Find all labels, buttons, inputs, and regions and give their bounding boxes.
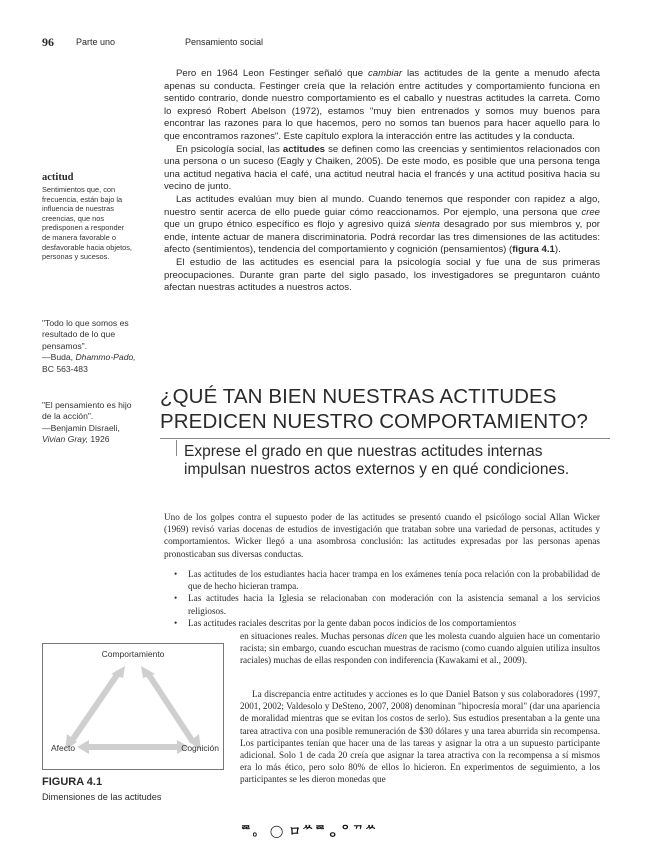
- chapter-label: Pensamiento social: [185, 37, 264, 47]
- glossary-definition: Sentimientos que, con frecuencia, están bajo la influencia de nuestras creencias, que nos predisponen a responder de manera favorable o desfavorable hacia objetos, personas y sucesos.: [42, 185, 132, 262]
- attitude-triangle-diagram: [43, 644, 223, 769]
- intro-paragraph-4: El estudio de las actitudes es esencial para la psicología social y fue una de sus primeras preocupaciones. Durante gran parte del siglo pasado, los investigadores se preguntaron cuánto afectan nuestras actitudes a nuestros actos.: [164, 256, 600, 294]
- list-item: • Las actitudes de los estudiantes hacia hacer trampa en los exámenes tenía poca relación con la probabilidad de que de hecho hicieran trampa.: [174, 569, 600, 592]
- list-item: • Las actitudes hacia la Iglesia se relacionaban con moderación con la asistencia semanal a los servicios religiosos.: [174, 593, 600, 616]
- intro-paragraph-1: Pero en 1964 Leon Festinger señaló que cambiar las actitudes de la gente a menudo afecta apenas su conducta. Festinger creía que la relación entre actitudes y comportamiento funciona en sentido contrario, donde nuestro comportamiento es el caballo y nuestras actitudes la carreta. Como lo expresó Robert Abelson (1972), estamos "muy bien entrenados y somos muy buenos para encontrar las razones para lo que hacemos, pero no somos tan buenos para hacer aquello para lo que encontramos razones". Este capítulo explora la interacción entre las actitudes y la conducta.: [164, 68, 600, 142]
- quote-attribution: —Buda, Dhammo-Pado, BC 563-483: [42, 352, 136, 374]
- label-affect: Afecto: [51, 743, 76, 753]
- arrowhead-icon: [77, 740, 89, 754]
- section-paragraph-1: Uno de los golpes contra el supuesto poder de las actitudes se presentó cuando el psicólogo social Allan Wicker (1969) revisó varias docenas de estudios de investigación que trataban sobre una variedad de personas, actitudes y comportamientos. Wicker llegó a una asombrosa conclusión: las actitudes expresadas por las personas apenas pronosticaban sus diversas conductas.: [164, 512, 600, 559]
- arrow-left-edge: [71, 672, 119, 742]
- section-heading: ¿QUÉ TAN BIEN NUESTRAS ACTITUDES PREDICEN NUESTRO COMPORTAMIENTO?: [160, 385, 589, 433]
- sidebar-quote-2: [42, 400, 142, 446]
- page-number: 96: [42, 35, 54, 49]
- sidebar-quote-1: [42, 318, 142, 375]
- figure-title: FIGURA 4.1: [42, 776, 103, 788]
- quote-attribution: —Benjamin Disraeli, Vivian Gray, 1926: [42, 422, 120, 445]
- heading-rule: [160, 438, 610, 439]
- bullet-list: [164, 568, 600, 629]
- glossary-term: actitud: [42, 172, 74, 183]
- intro-paragraph-2: En psicología social, las actitudes se definen como las creencias y sentimientos relacionados con una persona o un suceso (Eagly y Chaiken, 2005). De este modo, es posible que una persona tenga una actitud negativa hacia el café, una actitud neutral hacia el francés y una actitud positiva hacia su vecino de junto.: [164, 143, 600, 193]
- footer-garbled-text: ᄙ。 ◯ ロᄊᄙᆼᄋᄁᄊ: [240, 824, 378, 838]
- intro-paragraph-3: Las actitudes evalúan muy bien al mundo. Cuando tenemos que responder con rapidez a algo, nuestro sentir acerca de ello puede guiar cómo reaccionamos. Por ejemplo, una persona que cree que un grupo étnico específico es flojo y agresivo quizá sienta desagrado por sus miembros y, por ende, intente actuar de manera discriminatoria. Podrá recordar las tres dimensiones de las actitudes: afecto (sentimientos), tendencia del comportamiento y cognición (pensamientos) (figura 4.1).: [164, 193, 600, 256]
- bullet-3-continuation: en situaciones reales. Muchas personas dicen que les molesta cuando alguien hace un comentario racista; sin embargo, cuando escuchan muestras de racismo (como cuando alguien utiliza insultos raciales) muchas de ellas responden con indiferencia (Kawakami et al., 2009).: [240, 631, 600, 666]
- label-cognition: Cognición: [181, 743, 219, 753]
- arrow-right-edge: [147, 672, 193, 742]
- section-subheading: Exprese el grado en que nuestras actitudes internas impulsan nuestros actos externos y en qué condiciones.: [184, 443, 570, 478]
- part-label: Parte uno: [76, 37, 116, 47]
- section-paragraph-2: La discrepancia entre actitudes y acciones es lo que Daniel Batson y sus colaboradores (1997, 2001, 2002; Valdesolo y DeSteno, 2007, 2008) denominan "hipocresía moral" (dar una apariencia de moralidad mientras que se evitan los costos de serlo). Sus estudios presentaban a la gente una tarea atractiva con una posible remuneración de $30 dólares y una tarea aburrida sin recompensa. Los participantes tenían que hacer una de las tareas y asignar la otra a un supuesto participante adicional. Solo 1 de cada 20 creía que asignar la tarea atractiva con la recompensa a sí mismos era lo más ético, pero solo 80% de ellos lo hicieron. En experimentos de seguimiento, a los participantes se les dieron monedas que: [240, 689, 600, 785]
- quote-text: "Todo lo que somos es resultado de lo que pensamos".: [42, 318, 129, 351]
- intro-text: [164, 68, 600, 295]
- figure-caption: Dimensiones de las actitudes: [42, 792, 162, 802]
- quote-text: "El pensamiento es hijo de la acción".: [42, 400, 132, 422]
- figure-4-1: [42, 643, 224, 770]
- label-behavior: Comportamiento: [101, 649, 165, 659]
- list-item: • Las actitudes raciales descritas por la gente daban pocos indicios de los comportamientos: [174, 617, 517, 628]
- subheading-bar: [176, 440, 177, 456]
